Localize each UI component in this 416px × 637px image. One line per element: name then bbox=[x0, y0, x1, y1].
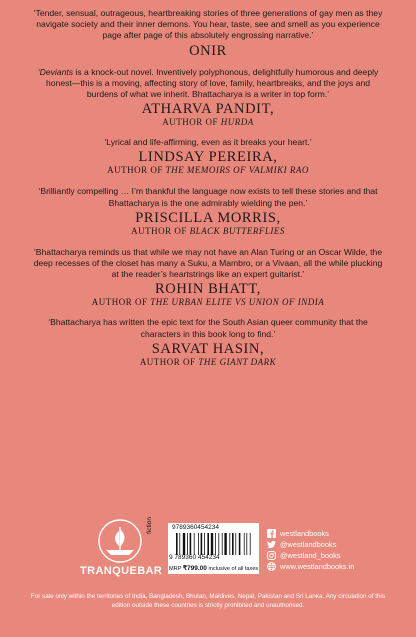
blurb-author: ROHIN BHATT, bbox=[154, 281, 261, 298]
barcode bbox=[168, 523, 259, 574]
blurb-text: ‘Bhattacharya reminds us that while we may not have an Alan Turing or an Oscar Wilde, the deep recesses of the closet has many a Suku, a Mambro, or a Vivaan, all the while plucking at the reader’s heartstrings like an expert guitarist.’ bbox=[33, 246, 383, 280]
blurb-work: AUTHOR OF BLACK BUTTERFLIES bbox=[131, 225, 285, 236]
blurb-text: ‘Brilliantly compelling … I’m thankful the language now exists to tell these stories and that Bhattacharya is the one admirably wielding the pen.’ bbox=[38, 186, 378, 208]
twitter-icon bbox=[267, 540, 276, 549]
isbn-top: 9789360454234 bbox=[172, 524, 219, 531]
blurb-text: ‘Bhattacharya has written the epic text for the South Asian queer community that the characters in this book long to find.’ bbox=[48, 317, 368, 339]
blurbs-section bbox=[0, 8, 416, 368]
blurb-text: ‘Lyrical and life-affirming, even as it breaks your heart.’ bbox=[104, 137, 312, 148]
blurb-rohin-bhatt bbox=[0, 247, 416, 309]
isbn-digits: 9 789360 454234 bbox=[169, 554, 220, 561]
territory-notice: For sale only within the territories of India, Bangladesh, Bhutan, Maldives, Nepal, Pakistan and Sri Lanka. Any circulation of this edition outside these countries is strictly prohibited and unauthorised. bbox=[30, 593, 386, 609]
blurb-author: PRISCILLA MORRIS, bbox=[135, 209, 281, 226]
barcode-bars-icon bbox=[176, 533, 252, 555]
blurb-work: AUTHOR OF THE URBAN ELITE VS UNION OF INDIA bbox=[91, 297, 325, 308]
blurb-work: AUTHOR OF THE GIANT DARK bbox=[139, 356, 277, 367]
ship-icon bbox=[98, 519, 142, 563]
social-instagram[interactable]: @westland_books bbox=[267, 550, 354, 561]
blurb-author: LINDSAY PEREIRA, bbox=[138, 149, 278, 166]
blurb-author: SARVAT HASIN, bbox=[151, 340, 265, 357]
facebook-icon bbox=[267, 529, 276, 538]
social-twitter[interactable]: @westlandbooks bbox=[267, 539, 354, 550]
blurb-sarvat-hasin bbox=[0, 317, 416, 367]
blurb-author: ATHARVA PANDIT, bbox=[141, 101, 275, 118]
blurb-author: ONIR bbox=[189, 42, 227, 59]
instagram-icon bbox=[267, 551, 276, 560]
mrp: MRP ₹799.00 inclusive of all taxes bbox=[169, 565, 259, 572]
blurb-text: ‘Deviants is a knock-out novel. Inventively polyphonous, delightfully humorous and deeply honest—this is a moving, affecting story of love, family, heartbreaks, and the joys and burdens of what we inherit. Bhattacharya is a writer in top form.’ bbox=[37, 66, 379, 100]
social-website[interactable]: www.westlandbooks.in bbox=[267, 561, 354, 572]
blurb-work: AUTHOR OF THE MEMOIRS OF VALMIKI RAO bbox=[107, 165, 309, 176]
blurb-atharva-pandit bbox=[0, 67, 416, 129]
blurb-priscilla-morris bbox=[0, 186, 416, 236]
globe-icon bbox=[267, 562, 276, 571]
blurb-lindsay-pereira bbox=[0, 137, 416, 176]
blurb-work: AUTHOR OF HURDA bbox=[162, 117, 254, 128]
social-links bbox=[267, 528, 354, 572]
publisher-name: TRANQUEBAR bbox=[80, 565, 163, 577]
blurb-text: ‘Tender, sensual, outrageous, heartbreaking stories of three generations of gay men as they navigate society and their inner demons. You hear, taste, see and smell as you experience page after page of this absolutely engrossing narrative.’ bbox=[33, 8, 383, 41]
genre-label: fiction bbox=[146, 517, 153, 534]
blurb-onir bbox=[0, 8, 416, 59]
social-facebook[interactable]: westlandbooks bbox=[267, 528, 354, 539]
